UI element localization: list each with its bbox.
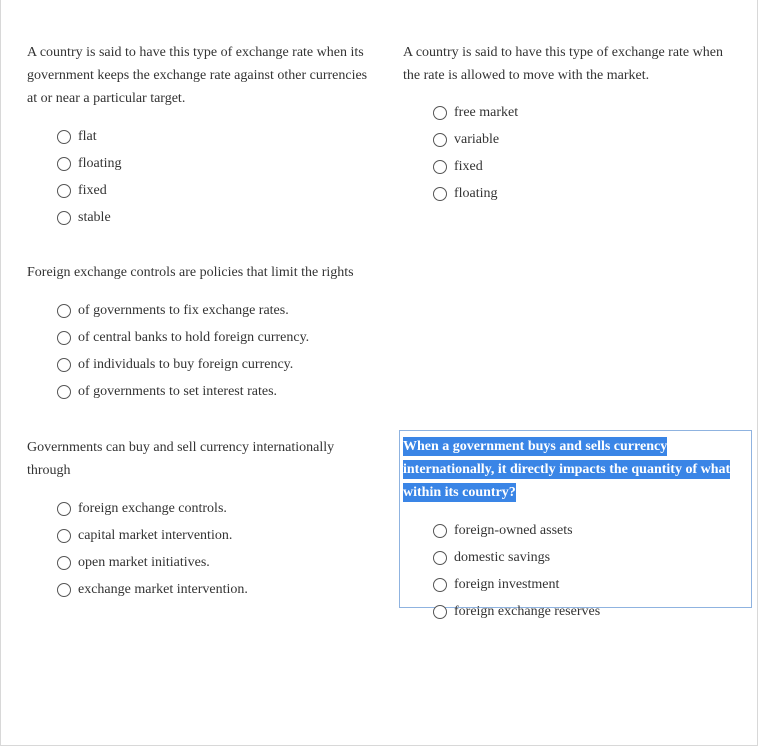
question-buy-sell-currency (27, 436, 379, 603)
radio-button[interactable] (57, 556, 71, 570)
option-label: free market (454, 104, 519, 120)
option-label: capital market intervention. (78, 527, 233, 543)
question-text: A country is said to have this type of exchange rate when its government keeps the exchange rate against other currencies at or near a particular target. (27, 45, 368, 106)
option-fixed[interactable] (433, 153, 743, 180)
option-label: foreign investment (454, 576, 560, 592)
option-label: open market initiatives. (78, 554, 210, 570)
question-text-selected (403, 435, 751, 504)
answer-options (57, 297, 379, 405)
question-exchange-rate-market (403, 41, 743, 207)
answer-options (57, 495, 379, 603)
option-free-market[interactable] (433, 99, 743, 126)
option-open-market-initiatives[interactable] (57, 549, 379, 576)
radio-button[interactable] (433, 605, 447, 619)
option-stable[interactable] (57, 204, 379, 231)
option-label: fixed (78, 182, 107, 198)
option-foreign-exchange-reserves[interactable] (433, 598, 751, 625)
option-label: of governments to set interest rates. (78, 383, 278, 399)
option-fixed[interactable] (57, 177, 379, 204)
question-foreign-exchange-controls (27, 261, 379, 405)
question-currency-impact-focused (399, 430, 752, 619)
option-label: domestic savings (454, 549, 551, 565)
option-floating[interactable] (433, 180, 743, 207)
answer-options (433, 99, 743, 207)
option-label: of governments to fix exchange rates. (78, 302, 289, 318)
option-variable[interactable] (433, 126, 743, 153)
answer-options (433, 517, 751, 625)
radio-button[interactable] (57, 502, 71, 516)
option-label: foreign exchange controls. (78, 500, 227, 516)
radio-button[interactable] (433, 551, 447, 565)
option-label: foreign exchange reserves (454, 603, 601, 619)
radio-button[interactable] (57, 211, 71, 225)
question-text: A country is said to have this type of exchange rate when the rate is allowed to move with the market. (403, 45, 723, 83)
radio-button[interactable] (57, 157, 71, 171)
option-floating[interactable] (57, 150, 379, 177)
option-label: exchange market intervention. (78, 581, 248, 597)
option-label: of individuals to buy foreign currency. (78, 356, 294, 372)
option-label: stable (78, 209, 111, 225)
radio-button[interactable] (57, 130, 71, 144)
radio-button[interactable] (433, 106, 447, 120)
option-individuals-buy[interactable] (57, 351, 379, 378)
radio-button[interactable] (57, 184, 71, 198)
radio-button[interactable] (433, 187, 447, 201)
option-flat[interactable] (57, 123, 379, 150)
radio-button[interactable] (57, 331, 71, 345)
option-label: floating (454, 185, 498, 201)
question-text: Foreign exchange controls are policies that limit the rights (27, 265, 354, 280)
answer-options (57, 123, 379, 231)
option-label: floating (78, 155, 122, 171)
option-governments-fix-rates[interactable] (57, 297, 379, 324)
radio-button[interactable] (57, 583, 71, 597)
option-label: foreign-owned assets (454, 522, 573, 538)
option-central-banks-hold[interactable] (57, 324, 379, 351)
radio-button[interactable] (433, 133, 447, 147)
radio-button[interactable] (57, 385, 71, 399)
radio-button[interactable] (57, 529, 71, 543)
radio-button[interactable] (57, 358, 71, 372)
option-capital-market-intervention[interactable] (57, 522, 379, 549)
radio-button[interactable] (433, 578, 447, 592)
option-foreign-investment[interactable] (433, 571, 751, 598)
selected-text: When a government buys and sells currency internationally, it directly impacts the quantity of what within its country? (403, 439, 731, 500)
option-label: variable (454, 131, 500, 147)
radio-button[interactable] (433, 524, 447, 538)
option-governments-interest-rates[interactable] (57, 378, 379, 405)
option-label: flat (78, 128, 97, 144)
radio-button[interactable] (433, 160, 447, 174)
option-label: of central banks to hold foreign currency. (78, 329, 310, 345)
option-foreign-owned-assets[interactable] (433, 517, 751, 544)
question-exchange-rate-target (27, 41, 379, 231)
option-domestic-savings[interactable] (433, 544, 751, 571)
option-label: fixed (454, 158, 483, 174)
radio-button[interactable] (57, 304, 71, 318)
option-exchange-market-intervention[interactable] (57, 576, 379, 603)
option-foreign-exchange-controls[interactable] (57, 495, 379, 522)
question-text: Governments can buy and sell currency internationally through (27, 440, 335, 478)
